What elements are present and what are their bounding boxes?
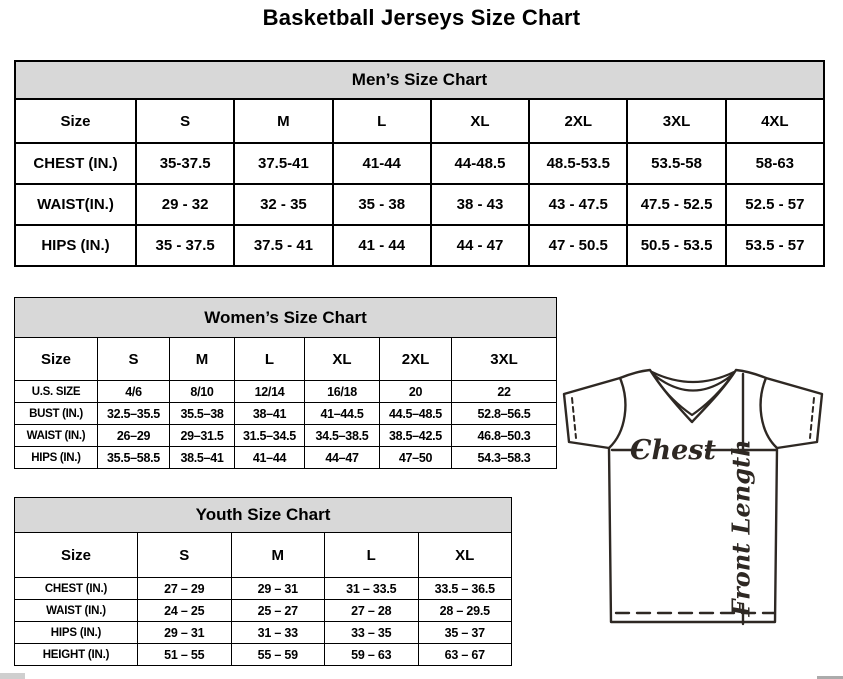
size-range-cell: 33 – 35 bbox=[325, 622, 419, 644]
column-header: 4XL bbox=[726, 99, 824, 143]
table-row bbox=[15, 578, 512, 600]
size-range-cell: 46.8–50.3 bbox=[452, 425, 557, 447]
size-range-cell: 58-63 bbox=[726, 143, 824, 184]
size-range-cell: 54.3–58.3 bbox=[452, 447, 557, 469]
column-header: XL bbox=[418, 533, 512, 578]
header-row bbox=[15, 533, 512, 578]
size-range-cell: 26–29 bbox=[98, 425, 170, 447]
size-range-cell: 47.5 - 52.5 bbox=[627, 184, 725, 225]
size-range-cell: 63 – 67 bbox=[418, 644, 512, 666]
header-row bbox=[15, 99, 824, 143]
column-header: 2XL bbox=[529, 99, 627, 143]
column-header: L bbox=[235, 338, 305, 381]
mens-table-title: Men’s Size Chart bbox=[14, 60, 825, 100]
column-header: M bbox=[234, 99, 332, 143]
size-range-cell: 35 - 37.5 bbox=[136, 225, 234, 266]
size-range-cell: 32.5–35.5 bbox=[98, 403, 170, 425]
size-range-cell: 47 - 50.5 bbox=[529, 225, 627, 266]
size-range-cell: 47–50 bbox=[380, 447, 452, 469]
jersey-outline bbox=[564, 370, 822, 622]
row-label: WAIST(IN.) bbox=[15, 184, 136, 225]
size-range-cell: 31 – 33 bbox=[231, 622, 325, 644]
front-length-label: Front Length bbox=[726, 439, 756, 617]
size-range-cell: 50.5 - 53.5 bbox=[627, 225, 725, 266]
row-label: HIPS (IN.) bbox=[15, 447, 98, 469]
size-header-cell: Size bbox=[15, 99, 136, 143]
page-title: Basketball Jerseys Size Chart bbox=[262, 5, 581, 30]
table-row bbox=[15, 225, 824, 266]
womens-table-title: Women’s Size Chart bbox=[14, 297, 557, 338]
column-header: XL bbox=[431, 99, 529, 143]
size-range-cell: 41-44 bbox=[333, 143, 431, 184]
youth-size-chart bbox=[14, 497, 512, 666]
size-range-cell: 48.5-53.5 bbox=[529, 143, 627, 184]
womens-size-chart bbox=[14, 297, 557, 469]
column-header: 3XL bbox=[627, 99, 725, 143]
row-label: HEIGHT (IN.) bbox=[15, 644, 138, 666]
collar-band bbox=[652, 372, 734, 415]
jersey-measurement-diagram bbox=[556, 362, 843, 664]
size-range-cell: 12/14 bbox=[235, 381, 305, 403]
size-range-cell: 32 - 35 bbox=[234, 184, 332, 225]
row-label: HIPS (IN.) bbox=[15, 622, 138, 644]
size-range-cell: 31.5–34.5 bbox=[235, 425, 305, 447]
size-range-cell: 44–47 bbox=[305, 447, 380, 469]
left-armhole-seam bbox=[609, 378, 625, 448]
size-range-cell: 28 – 29.5 bbox=[418, 600, 512, 622]
size-range-cell: 31 – 33.5 bbox=[325, 578, 419, 600]
column-header: S bbox=[138, 533, 232, 578]
size-range-cell: 27 – 28 bbox=[325, 600, 419, 622]
size-range-cell: 44.5–48.5 bbox=[380, 403, 452, 425]
size-range-cell: 41 - 44 bbox=[333, 225, 431, 266]
size-range-cell: 53.5-58 bbox=[627, 143, 725, 184]
size-range-cell: 33.5 – 36.5 bbox=[418, 578, 512, 600]
size-header-cell: Size bbox=[15, 338, 98, 381]
column-header: S bbox=[98, 338, 170, 381]
size-range-cell: 43 - 47.5 bbox=[529, 184, 627, 225]
size-range-cell: 38–41 bbox=[235, 403, 305, 425]
table-row bbox=[15, 403, 557, 425]
size-range-cell: 35 - 38 bbox=[333, 184, 431, 225]
size-range-cell: 27 – 29 bbox=[138, 578, 232, 600]
size-range-cell: 38 - 43 bbox=[431, 184, 529, 225]
column-header: S bbox=[136, 99, 234, 143]
size-range-cell: 22 bbox=[452, 381, 557, 403]
size-range-cell: 29 – 31 bbox=[231, 578, 325, 600]
size-range-cell: 35.5–58.5 bbox=[98, 447, 170, 469]
table-row bbox=[15, 143, 824, 184]
table-row bbox=[15, 184, 824, 225]
row-label: WAIST (IN.) bbox=[15, 600, 138, 622]
size-range-cell: 24 – 25 bbox=[138, 600, 232, 622]
table-row bbox=[15, 644, 512, 666]
size-range-cell: 41–44.5 bbox=[305, 403, 380, 425]
size-range-cell: 38.5–42.5 bbox=[380, 425, 452, 447]
column-header: L bbox=[333, 99, 431, 143]
size-range-cell: 51 – 55 bbox=[138, 644, 232, 666]
right-armhole-seam bbox=[761, 378, 777, 448]
size-range-cell: 44-48.5 bbox=[431, 143, 529, 184]
horizontal-scrollbar-fragment-left[interactable] bbox=[0, 673, 25, 679]
size-range-cell: 37.5-41 bbox=[234, 143, 332, 184]
size-range-cell: 59 – 63 bbox=[325, 644, 419, 666]
size-range-cell: 52.5 - 57 bbox=[726, 184, 824, 225]
size-range-cell: 34.5–38.5 bbox=[305, 425, 380, 447]
youth-table-title: Youth Size Chart bbox=[14, 497, 512, 533]
table-row bbox=[15, 600, 512, 622]
column-header: L bbox=[325, 533, 419, 578]
size-range-cell: 29–31.5 bbox=[170, 425, 235, 447]
womens-table bbox=[14, 337, 557, 469]
size-range-cell: 20 bbox=[380, 381, 452, 403]
row-label: U.S. SIZE bbox=[15, 381, 98, 403]
mens-table bbox=[14, 98, 825, 267]
size-range-cell: 38.5–41 bbox=[170, 447, 235, 469]
column-header: 3XL bbox=[452, 338, 557, 381]
chest-label: Chest bbox=[630, 435, 716, 466]
size-range-cell: 8/10 bbox=[170, 381, 235, 403]
table-row bbox=[15, 447, 557, 469]
size-range-cell: 25 – 27 bbox=[231, 600, 325, 622]
size-range-cell: 52.8–56.5 bbox=[452, 403, 557, 425]
column-header: M bbox=[231, 533, 325, 578]
size-range-cell: 41–44 bbox=[235, 447, 305, 469]
column-header: XL bbox=[305, 338, 380, 381]
size-range-cell: 4/6 bbox=[98, 381, 170, 403]
size-range-cell: 16/18 bbox=[305, 381, 380, 403]
table-row bbox=[15, 622, 512, 644]
size-range-cell: 35-37.5 bbox=[136, 143, 234, 184]
row-label: HIPS (IN.) bbox=[15, 225, 136, 266]
header-row bbox=[15, 338, 557, 381]
size-range-cell: 44 - 47 bbox=[431, 225, 529, 266]
youth-table bbox=[14, 532, 512, 666]
jersey-diagram-svg bbox=[556, 362, 843, 664]
column-header: 2XL bbox=[380, 338, 452, 381]
size-range-cell: 55 – 59 bbox=[231, 644, 325, 666]
size-range-cell: 35.5–38 bbox=[170, 403, 235, 425]
size-range-cell: 29 – 31 bbox=[138, 622, 232, 644]
size-range-cell: 29 - 32 bbox=[136, 184, 234, 225]
row-label: WAIST (IN.) bbox=[15, 425, 98, 447]
right-cuff-dash bbox=[810, 398, 814, 438]
row-label: CHEST (IN.) bbox=[15, 578, 138, 600]
table-row bbox=[15, 425, 557, 447]
size-range-cell: 37.5 - 41 bbox=[234, 225, 332, 266]
size-range-cell: 35 – 37 bbox=[418, 622, 512, 644]
table-row bbox=[15, 381, 557, 403]
size-header-cell: Size bbox=[15, 533, 138, 578]
column-header: M bbox=[170, 338, 235, 381]
row-label: BUST (IN.) bbox=[15, 403, 98, 425]
left-cuff-dash bbox=[572, 398, 576, 438]
mens-size-chart bbox=[14, 60, 825, 267]
size-range-cell: 53.5 - 57 bbox=[726, 225, 824, 266]
row-label: CHEST (IN.) bbox=[15, 143, 136, 184]
